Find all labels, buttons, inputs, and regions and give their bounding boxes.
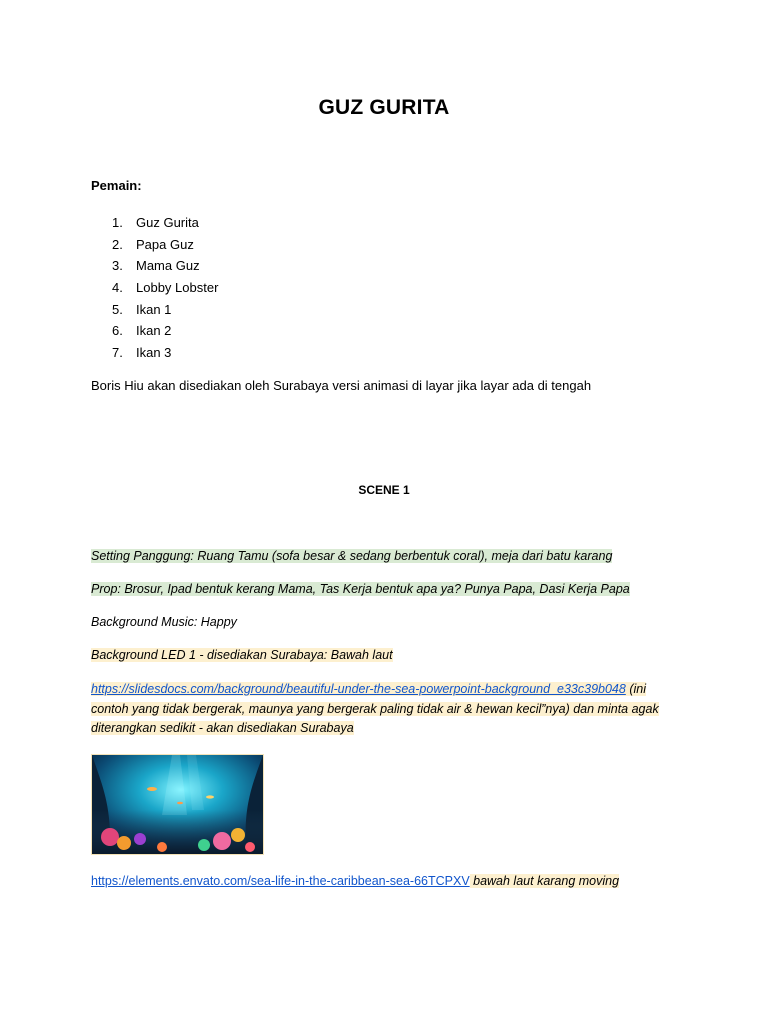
setting-line (91, 549, 612, 563)
list-item (112, 299, 218, 321)
led-text: Background LED 1 - disediakan Surabaya: Bawah laut (91, 648, 393, 662)
list-item (112, 212, 218, 234)
underwater-background-image (91, 754, 264, 855)
list-number: 1. (112, 215, 123, 230)
envato-note: bawah laut karang moving (469, 874, 620, 888)
player-name: Ikan 2 (136, 323, 172, 339)
prop-text: Prop: Brosur, Ipad bentuk kerang Mama, Tas Kerja bentuk apa ya? Punya Papa, Dasi Kerja Papa (91, 582, 630, 596)
list-number: 2. (112, 236, 123, 252)
underwater-scene-picture (92, 755, 263, 854)
scene-heading: SCENE 1 (358, 483, 410, 497)
player-name: Ikan 3 (136, 345, 172, 361)
background-link-paragraph (91, 680, 681, 739)
list-item (112, 255, 218, 277)
led-line (91, 648, 393, 662)
document-title: GUZ GURITA (318, 96, 450, 119)
envato-line (91, 874, 619, 888)
list-number: 3. (112, 258, 123, 274)
list-number: 7. (112, 345, 123, 361)
player-name: Mama Guz (136, 258, 200, 274)
setting-text: Setting Panggung: Ruang Tamu (sofa besar & sedang berbentuk coral), meja dari batu karang (91, 549, 613, 563)
link-note: (ini contoh yang tidak bergerak, maunya yang bergerak paling tidak air & hewan kecil”nya) dan minta agak diterangkan sedikit - akan disediakan Surabaya (91, 682, 659, 735)
player-name: Lobby Lobster (136, 280, 219, 296)
music-line: Background Music: Happy (91, 615, 237, 629)
player-name: Ikan 1 (136, 301, 172, 317)
slidesdocs-link[interactable]: https://slidesdocs.com/background/beautiful-under-the-sea-powerpoint-background_e33c39b048 (91, 682, 626, 696)
envato-link[interactable]: https://elements.envato.com/sea-life-in-the-caribbean-sea-66TCPXV (91, 874, 470, 888)
prop-line (91, 582, 630, 596)
list-number: 4. (112, 280, 123, 296)
players-label: Pemain: (91, 178, 142, 193)
list-item (112, 277, 218, 299)
player-name: Guz Gurita (136, 215, 199, 230)
list-number: 5. (112, 301, 123, 317)
list-number: 6. (112, 323, 123, 339)
list-item (112, 342, 218, 364)
shark-note: Boris Hiu akan disediakan oleh Surabaya versi animasi di layar jika layar ada di tengah (91, 378, 592, 393)
list-item (112, 234, 218, 256)
players-list (112, 212, 218, 364)
player-name: Papa Guz (136, 236, 194, 252)
list-item (112, 320, 218, 342)
